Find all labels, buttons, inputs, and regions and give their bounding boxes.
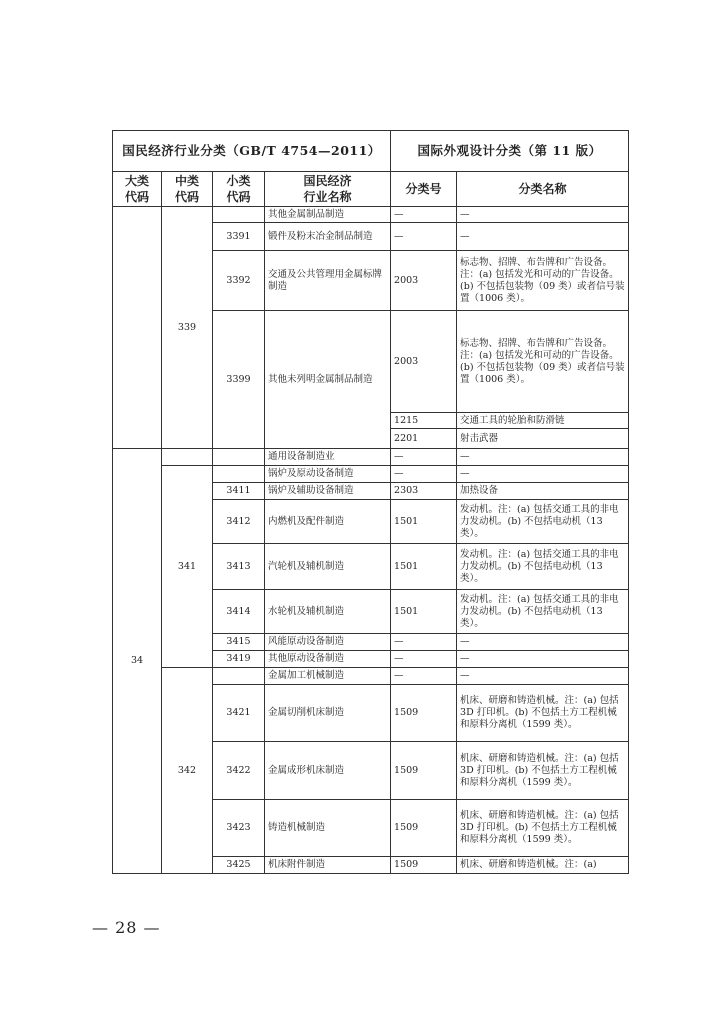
industry-name: 内燃机及配件制造 xyxy=(265,500,391,544)
industry-name: 机床附件制造 xyxy=(265,857,391,874)
industry-name: 其他原动设备制造 xyxy=(265,651,391,668)
industry-name: 金属成形机床制造 xyxy=(265,742,391,800)
class-name: — xyxy=(457,223,629,251)
left-title: 国民经济行业分类（GB/T 4754—2011） xyxy=(113,131,391,172)
industry-name: 通用设备制造业 xyxy=(265,449,391,466)
minor-code: 3425 xyxy=(213,857,265,874)
industry-name: 锅炉及辅助设备制造 xyxy=(265,483,391,500)
class-no: 1509 xyxy=(391,800,457,857)
class-no: — xyxy=(391,466,457,483)
minor-code: 3412 xyxy=(213,500,265,544)
class-no: 1509 xyxy=(391,742,457,800)
major-code-cell xyxy=(113,207,162,449)
class-name: 标志物、招牌、布告牌和广告设备。注：(a) 包括发光和可动的广告设备。(b) 不包括包装物（09 类）或者信号装置（1006 类）。 xyxy=(457,311,629,413)
class-name: 发动机。注：(a) 包括交通工具的非电力发动机。(b) 不包括电动机（13 类）。 xyxy=(457,544,629,590)
col-minor-code: 小类 代码 xyxy=(213,172,265,207)
industry-name: 其他未列明金属制品制造 xyxy=(265,311,391,449)
class-no: — xyxy=(391,207,457,223)
major-code-34: 34 xyxy=(113,449,162,874)
industry-name: 其他金属制品制造 xyxy=(265,207,391,223)
industry-name: 交通及公共管理用金属标牌制造 xyxy=(265,251,391,311)
right-title: 国际外观设计分类（第 11 版） xyxy=(391,131,629,172)
minor-code: 3392 xyxy=(213,251,265,311)
page-number: — 28 — xyxy=(92,918,161,937)
industry-name: 汽轮机及辅机制造 xyxy=(265,544,391,590)
industry-name: 风能原动设备制造 xyxy=(265,634,391,651)
class-name: 机床、研磨和铸造机械。注：(a) 包括 3D 打印机。(b) 不包括土方工程机械和原料分离机（1599 类）。 xyxy=(457,685,629,742)
class-no: 2003 xyxy=(391,311,457,413)
class-name: 加热设备 xyxy=(457,483,629,500)
class-name: — xyxy=(457,651,629,668)
minor-code: 3422 xyxy=(213,742,265,800)
minor-code: 3415 xyxy=(213,634,265,651)
title-row xyxy=(113,131,629,172)
class-name: — xyxy=(457,449,629,466)
minor-code: 3414 xyxy=(213,590,265,634)
minor-code xyxy=(213,449,265,466)
class-name: — xyxy=(457,634,629,651)
class-no: 1509 xyxy=(391,685,457,742)
minor-code: 3399 xyxy=(213,311,265,449)
class-no: 1501 xyxy=(391,544,457,590)
col-medium-code: 中类 代码 xyxy=(162,172,213,207)
minor-code: 3419 xyxy=(213,651,265,668)
minor-code: 3421 xyxy=(213,685,265,742)
table-row xyxy=(113,466,629,483)
minor-code xyxy=(213,466,265,483)
minor-code: 3423 xyxy=(213,800,265,857)
col-major-code: 大类 代码 xyxy=(113,172,162,207)
medium-code-339: 339 xyxy=(162,207,213,449)
class-no: — xyxy=(391,449,457,466)
minor-code: 3391 xyxy=(213,223,265,251)
class-name: 发动机。注：(a) 包括交通工具的非电力发动机。(b) 不包括电动机（13 类）。 xyxy=(457,590,629,634)
class-name: — xyxy=(457,466,629,483)
class-no: 2003 xyxy=(391,251,457,311)
col-class-name: 分类名称 xyxy=(457,172,629,207)
minor-code xyxy=(213,207,265,223)
class-no: — xyxy=(391,223,457,251)
class-no: — xyxy=(391,668,457,685)
class-no: 1215 xyxy=(391,413,457,429)
industry-name: 金属切削机床制造 xyxy=(265,685,391,742)
class-no: 1509 xyxy=(391,857,457,874)
industry-name: 锅炉及原动设备制造 xyxy=(265,466,391,483)
medium-code-342: 342 xyxy=(162,668,213,874)
medium-code-cell xyxy=(162,449,213,466)
col-industry-name: 国民经济 行业名称 xyxy=(265,172,391,207)
column-header-row xyxy=(113,172,629,207)
class-name: — xyxy=(457,207,629,223)
table-row xyxy=(113,449,629,466)
minor-code: 3411 xyxy=(213,483,265,500)
minor-code: 3413 xyxy=(213,544,265,590)
industry-name: 金属加工机械制造 xyxy=(265,668,391,685)
class-name: 机床、研磨和铸造机械。注：(a) 包括 3D 打印机。(b) 不包括土方工程机械和原料分离机（1599 类）。 xyxy=(457,742,629,800)
class-name: 交通工具的轮胎和防滑链 xyxy=(457,413,629,429)
classification-table xyxy=(112,130,629,874)
class-name: 发动机。注：(a) 包括交通工具的非电力发动机。(b) 不包括电动机（13 类）。 xyxy=(457,500,629,544)
class-name: 机床、研磨和铸造机械。注：(a) 包括 3D 打印机。(b) 不包括土方工程机械和原料分离机（1599 类）。 xyxy=(457,800,629,857)
class-name: — xyxy=(457,668,629,685)
class-name: 机床、研磨和铸造机械。注：(a) xyxy=(457,857,629,874)
class-no: 2201 xyxy=(391,429,457,449)
class-no: — xyxy=(391,651,457,668)
class-no: 1501 xyxy=(391,590,457,634)
table-row xyxy=(113,668,629,685)
industry-name: 水轮机及辅机制造 xyxy=(265,590,391,634)
class-no: 2303 xyxy=(391,483,457,500)
class-name: 标志物、招牌、布告牌和广告设备。注：(a) 包括发光和可动的广告设备。(b) 不包括包装物（09 类）或者信号装置（1006 类）。 xyxy=(457,251,629,311)
class-no: — xyxy=(391,634,457,651)
class-no: 1501 xyxy=(391,500,457,544)
table-row xyxy=(113,207,629,223)
industry-name: 锻件及粉末冶金制品制造 xyxy=(265,223,391,251)
industry-name: 铸造机械制造 xyxy=(265,800,391,857)
class-name: 射击武器 xyxy=(457,429,629,449)
medium-code-341: 341 xyxy=(162,466,213,668)
minor-code xyxy=(213,668,265,685)
col-class-no: 分类号 xyxy=(391,172,457,207)
